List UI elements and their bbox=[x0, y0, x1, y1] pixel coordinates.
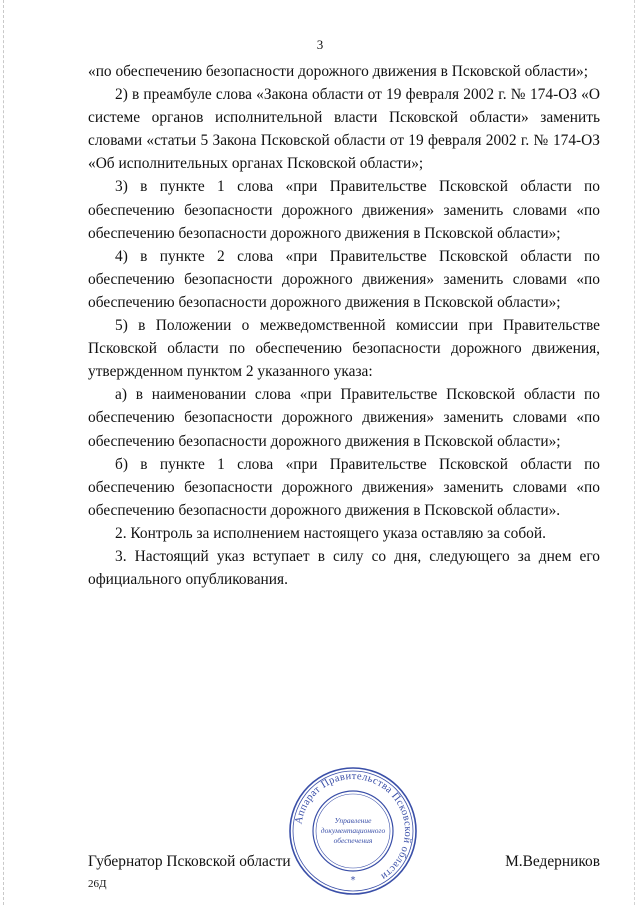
paragraph: 3. Настоящий указ вступает в силу со дня, следующего за днем его официального опубликования. bbox=[88, 547, 600, 589]
paragraph: 3) в пункте 1 слова «при Правительстве Псковской области по обеспечению безопасности дорожного движения» заменить словами «по обеспечению безопасности дорожного движения в Псковской области»; bbox=[88, 178, 600, 242]
page-edge-left bbox=[3, 0, 5, 905]
signatory-title: Губернатор Псковской области bbox=[88, 853, 291, 870]
document-body bbox=[88, 60, 600, 591]
seal-star-icon: * bbox=[350, 875, 356, 886]
official-seal bbox=[287, 765, 419, 897]
seal-graphic bbox=[287, 765, 419, 897]
paragraph: 5) в Положении о межведомственной комиссии при Правительстве Псковской области по обеспечению безопасности дорожного движения, утвержденном пунктом 2 указанного указа: bbox=[88, 317, 600, 381]
paragraph: 2. Контроль за исполнением настоящего указа оставляю за собой. bbox=[115, 524, 546, 542]
page-edge-right bbox=[634, 0, 636, 905]
seal-inner-line: документационного bbox=[320, 826, 386, 835]
paragraph: а) в наименовании слова «при Правительстве Псковской области по обеспечению безопасности дорожного движения» заменить словами «по обеспечению безопасности дорожного движения в Псковской области»; bbox=[88, 386, 600, 450]
paragraph: б) в пункте 1 слова «при Правительстве Псковской области по обеспечению безопасности дорожного движения» заменить словами «по обеспечению безопасности дорожного движения в Псковской области». bbox=[88, 455, 600, 519]
signatory-name: М.Ведерников bbox=[505, 853, 600, 870]
seal-outer-text: Аппарат Правительства Псковской области bbox=[293, 770, 414, 883]
document-code: 26Д bbox=[88, 878, 107, 890]
paragraph: 2) в преамбуле слова «Закона области от 19 февраля 2002 г. № 174-ОЗ «О системе органов исполнительной власти Псковской области» заменить словами «статьи 5 Закона Псковской области от 19 февраля 2002 г. № 174-ОЗ «Об исполнительных органах Псковской области»; bbox=[88, 86, 600, 173]
page-number: 3 bbox=[316, 37, 324, 52]
paragraph: «по обеспечению безопасности дорожного движения в Псковской области»; bbox=[88, 63, 589, 80]
seal-inner-line: обеспечения bbox=[333, 836, 373, 845]
seal-inner-line: Управление bbox=[334, 816, 372, 825]
paragraph: 4) в пункте 2 слова «при Правительстве Псковской области по обеспечению безопасности дорожного движения» заменить словами «по обеспечению безопасности дорожного движения в Псковской области»; bbox=[88, 247, 600, 311]
